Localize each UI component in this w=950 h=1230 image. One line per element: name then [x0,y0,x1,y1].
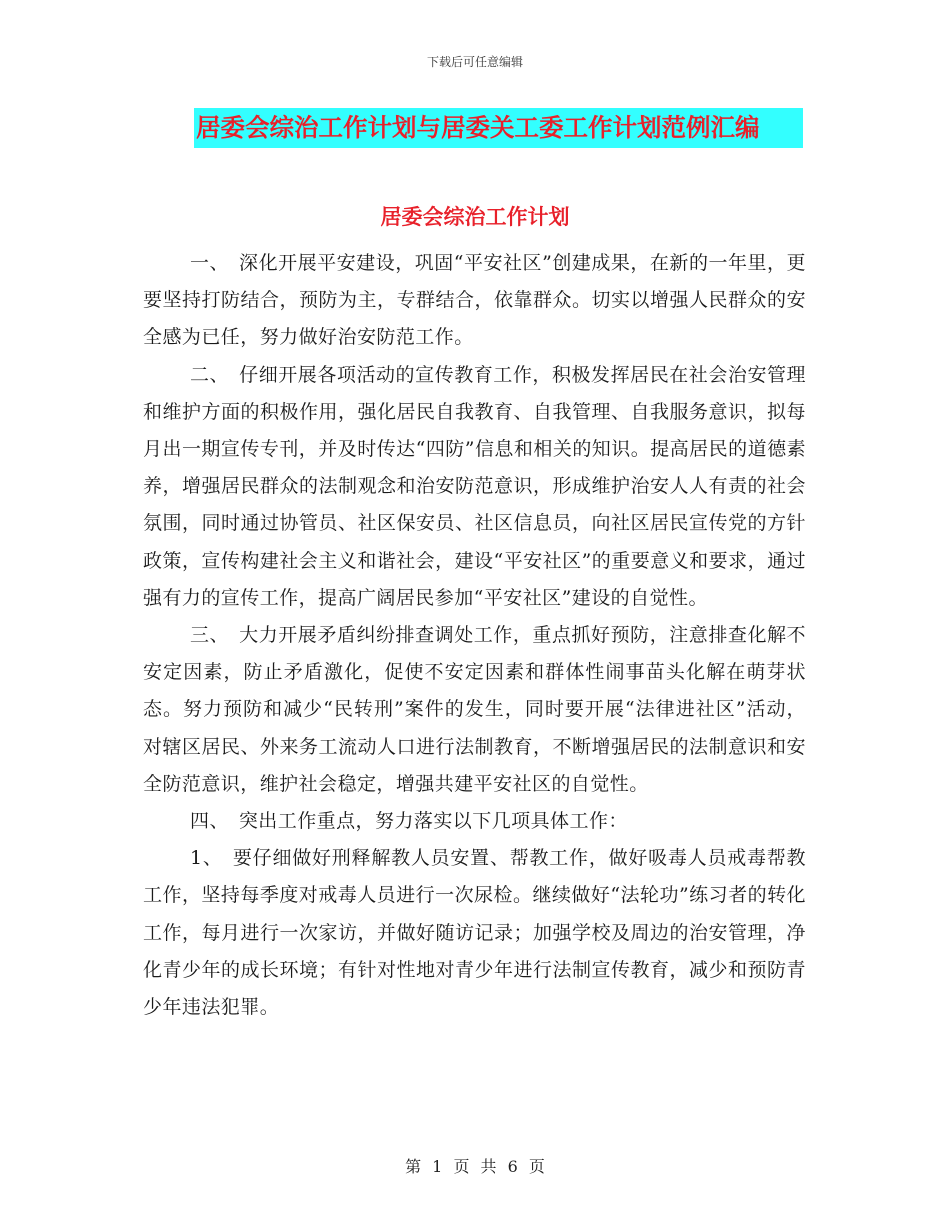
paragraph-3: 三、 大力开展矛盾纠纷排查调处工作，重点抓好预防，注意排查化解不安定因素，防止矛盾激化，促使不安定因素和群体性闹事苗头化解在萌芽状态。努力预防和减少“民转刑”案件的发生，同时要开展“法律进社区”活动，对辖区居民、外来务工流动人口进行法制教育，不断增强居民的法制意识和安全防范意识，维护社会稳定，增强共建平安社区的自觉性。 [143,624,806,795]
paragraph-1: 一、 深化开展平安建设，巩固“平安社区”创建成果，在新的一年里，更要坚持打防结合，预防为主，专群结合，依靠群众。切实以增强人民群众的安全感为已任，努力做好治安防范工作。 [143,252,806,349]
paragraph-2: 二、 仔细开展各项活动的宣传教育工作，积极发挥居民在社会治安管理和维护方面的积极作用，强化居民自我教育、自我管理、自我服务意识，拟每月出一期宣传专刊，并及时传达“四防”信息和相关的知识。提高居民的道德素养，增强居民群众的法制观念和治安防范意识，形成维护治安人人有责的社会氛围，同时通过协管员、社区保安员、社区信息员，向社区居民宣传党的方针政策，宣传构建社会主义和谐社会，建设“平安社区”的重要意义和要求，通过强有力的宣传工作，提高广阔居民参加“平安社区”建设的自觉性。 [143,363,806,609]
document-title-highlight [194,108,803,148]
paragraph-4: 四、 突出工作重点，努力落实以下几项具体工作： [190,810,628,833]
section-title: 居委会综治工作计划 [380,205,570,229]
page-number-footer: 第 1 页 共 6 页 [405,1157,545,1176]
document-body [143,245,806,1026]
header-note: 下载后可任意编辑 [426,55,523,69]
paragraph-5: 1、 要仔细做好刑释解教人员安置、帮教工作，做好吸毒人员戒毒帮教工作，坚持每季度对戒毒人员进行一次尿检。继续做好“法轮功”练习者的转化工作，每月进行一次家访，并做好随访记录；加强学校及周边的治安管理，净化青少年的成长环境；有针对性地对青少年进行法制宣传教育，减少和预防青少年违法犯罪。 [143,847,806,1019]
document-title: 居委会综治工作计划与居委关工委工作计划范例汇编 [194,108,803,148]
